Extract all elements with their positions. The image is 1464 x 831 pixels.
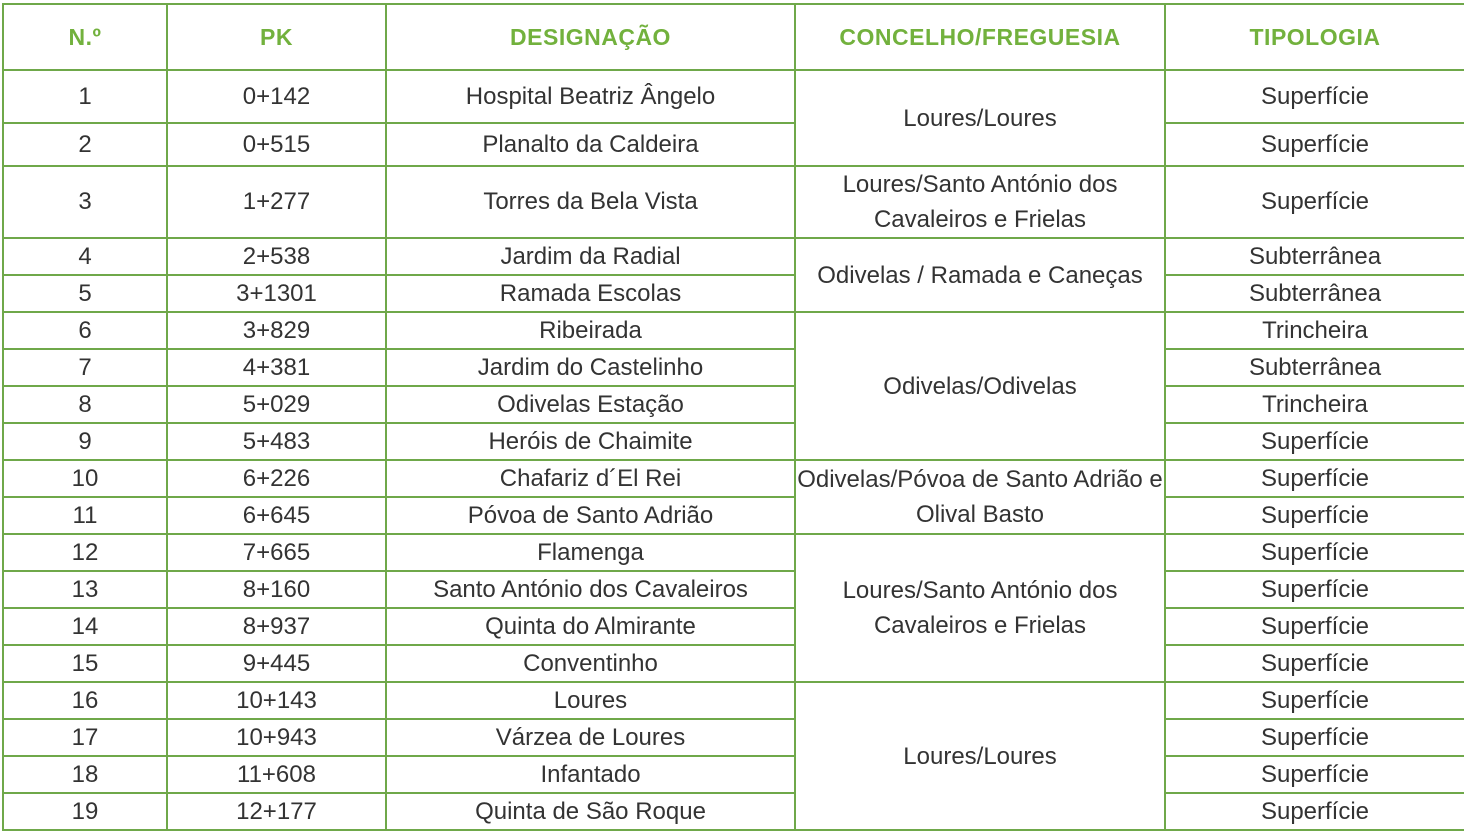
cell-pk: 2+538 bbox=[167, 238, 386, 275]
cell-numero: 10 bbox=[3, 460, 167, 497]
cell-designacao: Jardim da Radial bbox=[386, 238, 795, 275]
cell-numero: 3 bbox=[3, 166, 167, 238]
cell-designacao: Hospital Beatriz Ângelo bbox=[386, 70, 795, 123]
cell-numero: 2 bbox=[3, 123, 167, 166]
table-row bbox=[3, 312, 1464, 349]
cell-designacao: Infantado bbox=[386, 756, 795, 793]
cell-designacao: Santo António dos Cavaleiros bbox=[386, 571, 795, 608]
cell-tipologia: Superfície bbox=[1165, 423, 1464, 460]
cell-tipologia: Superfície bbox=[1165, 166, 1464, 238]
cell-numero: 16 bbox=[3, 682, 167, 719]
cell-tipologia: Subterrânea bbox=[1165, 349, 1464, 386]
table-row bbox=[3, 571, 1464, 608]
table-row bbox=[3, 349, 1464, 386]
header-numero: N.º bbox=[3, 4, 167, 70]
cell-concelho-freguesia: Loures/Loures bbox=[795, 682, 1165, 830]
cell-designacao: Planalto da Caldeira bbox=[386, 123, 795, 166]
cell-designacao: Ramada Escolas bbox=[386, 275, 795, 312]
cell-numero: 18 bbox=[3, 756, 167, 793]
cell-concelho-freguesia: Odivelas / Ramada e Caneças bbox=[795, 238, 1165, 312]
cell-numero: 17 bbox=[3, 719, 167, 756]
cell-pk: 10+943 bbox=[167, 719, 386, 756]
cell-tipologia: Superfície bbox=[1165, 571, 1464, 608]
table-row bbox=[3, 70, 1464, 123]
table-row bbox=[3, 534, 1464, 571]
cell-tipologia: Superfície bbox=[1165, 534, 1464, 571]
table-row bbox=[3, 682, 1464, 719]
cell-designacao: Flamenga bbox=[386, 534, 795, 571]
table-row bbox=[3, 756, 1464, 793]
cell-pk: 0+515 bbox=[167, 123, 386, 166]
cell-numero: 11 bbox=[3, 497, 167, 534]
cell-designacao: Heróis de Chaimite bbox=[386, 423, 795, 460]
cell-numero: 6 bbox=[3, 312, 167, 349]
table-row bbox=[3, 608, 1464, 645]
table-row bbox=[3, 719, 1464, 756]
cell-pk: 12+177 bbox=[167, 793, 386, 830]
cell-tipologia: Subterrânea bbox=[1165, 275, 1464, 312]
cell-concelho-freguesia: Odivelas/Odivelas bbox=[795, 312, 1165, 460]
cell-pk: 11+608 bbox=[167, 756, 386, 793]
cell-designacao: Conventinho bbox=[386, 645, 795, 682]
cell-concelho-freguesia: Loures/Santo António dos Cavaleiros e Frielas bbox=[795, 534, 1165, 682]
cell-tipologia: Superfície bbox=[1165, 645, 1464, 682]
cell-pk: 9+445 bbox=[167, 645, 386, 682]
cell-tipologia: Superfície bbox=[1165, 460, 1464, 497]
table-row bbox=[3, 793, 1464, 830]
cell-pk: 6+226 bbox=[167, 460, 386, 497]
cell-numero: 1 bbox=[3, 70, 167, 123]
header-designacao: DESIGNAÇÃO bbox=[386, 4, 795, 70]
table-row bbox=[3, 123, 1464, 166]
table-row bbox=[3, 275, 1464, 312]
table-row bbox=[3, 645, 1464, 682]
cell-pk: 1+277 bbox=[167, 166, 386, 238]
cell-tipologia: Subterrânea bbox=[1165, 238, 1464, 275]
cell-designacao: Ribeirada bbox=[386, 312, 795, 349]
table-row bbox=[3, 460, 1464, 497]
cell-tipologia: Superfície bbox=[1165, 123, 1464, 166]
header-tipologia: TIPOLOGIA bbox=[1165, 4, 1464, 70]
cell-pk: 4+381 bbox=[167, 349, 386, 386]
cell-pk: 5+483 bbox=[167, 423, 386, 460]
cell-numero: 7 bbox=[3, 349, 167, 386]
table-row bbox=[3, 497, 1464, 534]
stations-table bbox=[2, 3, 1464, 831]
cell-designacao: Odivelas Estação bbox=[386, 386, 795, 423]
table-row bbox=[3, 386, 1464, 423]
header-pk: PK bbox=[167, 4, 386, 70]
cell-numero: 5 bbox=[3, 275, 167, 312]
cell-designacao: Quinta do Almirante bbox=[386, 608, 795, 645]
header-concelho-freguesia: CONCELHO/FREGUESIA bbox=[795, 4, 1165, 70]
cell-pk: 8+160 bbox=[167, 571, 386, 608]
cell-numero: 12 bbox=[3, 534, 167, 571]
cell-designacao: Torres da Bela Vista bbox=[386, 166, 795, 238]
table-row bbox=[3, 238, 1464, 275]
cell-tipologia: Superfície bbox=[1165, 70, 1464, 123]
cell-numero: 14 bbox=[3, 608, 167, 645]
cell-tipologia: Trincheira bbox=[1165, 312, 1464, 349]
cell-tipologia: Trincheira bbox=[1165, 386, 1464, 423]
cell-designacao: Quinta de São Roque bbox=[386, 793, 795, 830]
table-row bbox=[3, 423, 1464, 460]
cell-pk: 5+029 bbox=[167, 386, 386, 423]
header-row bbox=[3, 4, 1464, 70]
cell-pk: 8+937 bbox=[167, 608, 386, 645]
cell-designacao: Loures bbox=[386, 682, 795, 719]
cell-tipologia: Superfície bbox=[1165, 719, 1464, 756]
cell-tipologia: Superfície bbox=[1165, 497, 1464, 534]
cell-pk: 10+143 bbox=[167, 682, 386, 719]
cell-pk: 6+645 bbox=[167, 497, 386, 534]
cell-tipologia: Superfície bbox=[1165, 682, 1464, 719]
cell-tipologia: Superfície bbox=[1165, 793, 1464, 830]
cell-numero: 9 bbox=[3, 423, 167, 460]
cell-numero: 19 bbox=[3, 793, 167, 830]
cell-concelho-freguesia: Odivelas/Póvoa de Santo Adrião e Olival Basto bbox=[795, 460, 1165, 534]
cell-designacao: Póvoa de Santo Adrião bbox=[386, 497, 795, 534]
cell-designacao: Chafariz d´El Rei bbox=[386, 460, 795, 497]
cell-numero: 4 bbox=[3, 238, 167, 275]
cell-numero: 13 bbox=[3, 571, 167, 608]
cell-tipologia: Superfície bbox=[1165, 608, 1464, 645]
cell-numero: 8 bbox=[3, 386, 167, 423]
cell-designacao: Várzea de Loures bbox=[386, 719, 795, 756]
cell-pk: 0+142 bbox=[167, 70, 386, 123]
table-row bbox=[3, 166, 1464, 238]
cell-concelho-freguesia: Loures/Loures bbox=[795, 70, 1165, 166]
cell-tipologia: Superfície bbox=[1165, 756, 1464, 793]
cell-numero: 15 bbox=[3, 645, 167, 682]
cell-pk: 7+665 bbox=[167, 534, 386, 571]
cell-designacao: Jardim do Castelinho bbox=[386, 349, 795, 386]
cell-pk: 3+829 bbox=[167, 312, 386, 349]
cell-pk: 3+1301 bbox=[167, 275, 386, 312]
cell-concelho-freguesia: Loures/Santo António dos Cavaleiros e Frielas bbox=[795, 166, 1165, 238]
